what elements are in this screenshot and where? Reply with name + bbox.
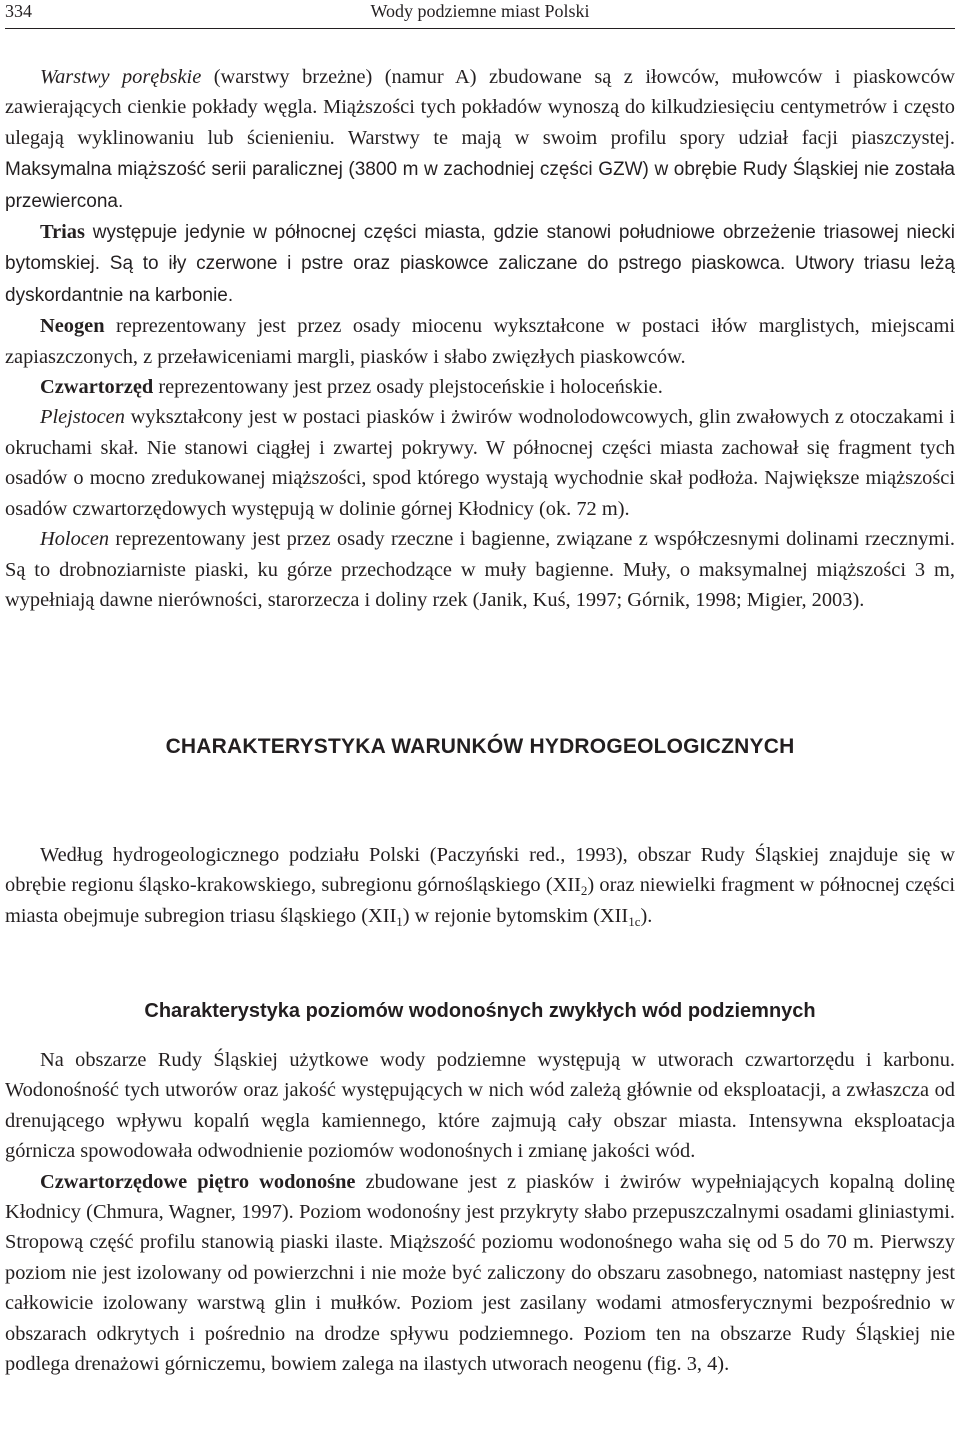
subscript: 2 — [580, 883, 588, 899]
page-header — [5, 0, 955, 29]
term-holocen: Holocen — [40, 528, 110, 551]
term-trias: Trias — [40, 221, 85, 244]
term-warstwy-porebskie: Warstwy porębskie — [40, 66, 202, 88]
geology-text-block — [5, 62, 955, 615]
hydrogeology-intro-block — [5, 840, 955, 931]
paragraph-text: ). — [640, 904, 653, 927]
paragraph-text: (warstwy brzeżne) (namur A) zbudowane są z iłowców, mułowców i piaskowców zawierających cienkie pokłady węgla. Miąższości tych pokładów wynoszą do kilkudziesięciu centymetrów i często ulegają wyklinowaniu lub ścienieniu. Warstwy te mają w swoim profilu spory udział facji piaszczystej. — [5, 66, 955, 149]
paragraph-trias — [5, 217, 955, 311]
subscript: 1c — [628, 913, 641, 929]
paragraph-text: reprezentowany jest przez osady miocenu wykształcone w postaci iłów marglistych, miejscami zapiaszczonych, z przeławiceniami margli, piasków i słabo zwięzłych piaskowców. — [5, 315, 955, 368]
paragraph-text-sans: występuje jedynie w północnej części miasta, gdzie stanowi południowe obrzeżenie triasowej niecki bytomskiej. Są to iły czerwone i pstre oraz piaskowce zaliczane do pstrego piaskowca. Utwory triasu leżą dyskordantnie na karbonie. — [5, 222, 955, 306]
paragraph-intro: Na obszarze Rudy Śląskiej użytkowe wody podziemne występują w utworach czwartorzędu i karbonu. Wodonośność tych utworów oraz jakość występujących w nich wód zależą głównie od eksploatacji, a zwłaszcza od drenującego wpływu kopalń węgla kamiennego, które zajmują cały obszar miasta. Intensywna eksploatacja górnicza spowodowała odwodnienie poziomów wodonośnych i zmianę jakości wód. — [5, 1049, 955, 1163]
paragraph-text: ) oraz niewielki fragment w północnej części miasta obejmuje subregion triasu śląskiego (XII — [5, 874, 955, 927]
paragraph-text: reprezentowany jest przez osady plejstoceńskie i holoceńskie. — [153, 376, 663, 399]
term-czwartorzedowe-pietro: Czwartorzędowe piętro wodonośne — [40, 1170, 356, 1193]
paragraph-warstwy-porebskie — [5, 62, 955, 217]
term-czwartorzed: Czwartorzęd — [40, 376, 154, 399]
paragraph-text: ) w rejonie bytomskim (XII — [402, 904, 629, 927]
paragraph-text-sans: Maksymalna miąższość serii paralicznej (3800 m w zachodniej części GZW) w obrębie Rudy Śląskiej nie została przewiercona. — [5, 159, 955, 212]
paragraph-text: Według hydrogeologicznego podziału Polski (Paczyński red., 1993), obszar Rudy Śląskiej znajduje się w obrębie regionu śląsko-krakowskiego, subregionu górnośląskiego (XII — [5, 844, 955, 897]
subscript: 1 — [396, 913, 403, 929]
paragraph-text: zbudowane jest z piasków i żwirów wypełniających kopalną dolinę Kłodnicy (Chmura, Wagner, 1997). Poziom wodonośny jest przykryty słabo przepuszczalnymi osadami gliniastymi. Stropową część profilu stanowią piaski ilaste. Miąższość poziomu wodonośnego waha się od 5 do 70 m. Pierwszy poziom nie jest izolowany od powierzchni i nie może być zaliczony do obszaru zasobnego, natomiast następny jest całkowicie izolowany warstwą glin i mułków. Poziom jest zasilany wodami atmosferycznymi bezpośrednio w obszarach odkrytych i pośrednio na drodze spływu podziemnego. Poziom ten na obszarze Rudy Śląskiej nie podlega drenażowi górniczemu, bowiem zalega na ilastych utworach neogenu (fig. 3, 4). — [5, 1170, 956, 1376]
paragraph-holocen — [5, 524, 955, 615]
paragraph-czwartorzedowe-pietro — [5, 1167, 955, 1380]
paragraph-plejstocen — [5, 402, 955, 524]
paragraph-text: wykształcony jest w postaci piasków i żwirów wodnolodowcowych, glin zwałowych z otoczakami i okruchami skał. Nie stanowi ciągłej i zwartej pokrywy. W północnej części miasta zachował się fragment tych osadów o mocno zredukowanej miąższości, spod którego wystają wychodnie skał podłoża. Największe miąższości osadów czwartorzędowych występują w dolinie górnej Kłodnicy (ok. 72 m). — [5, 406, 955, 520]
paragraph-text: reprezentowany jest przez osady rzeczne i bagienne, związane z współczesnymi dolinami rzecznymi. Są to drobnoziarniste piaski, ku górze przechodzące w muły bagienne. Muły, o maksymalnej miąższości 3 m, wypełniają dawne nierówności, starorzecza i doliny rzek (Janik, Kuś, 1997; Górnik, 1998; Migier, 2003). — [5, 528, 955, 611]
paragraph-neogen — [5, 311, 955, 372]
page-number: 334 — [5, 1, 32, 21]
paragraph-region — [5, 840, 955, 931]
aquifer-text-block — [5, 1045, 955, 1379]
paragraph-czwartorzed — [5, 372, 955, 402]
running-title: Wody podziemne miast Polski — [370, 1, 590, 21]
subsection-heading: Charakterystyka poziomów wodonośnych zwykłych wód podziemnych — [144, 1000, 816, 1022]
term-neogen: Neogen — [40, 315, 105, 338]
section-heading: CHARAKTERYSTYKA WARUNKÓW HYDROGEOLOGICZNYCH — [165, 735, 795, 758]
term-plejstocen: Plejstocen — [40, 406, 125, 429]
